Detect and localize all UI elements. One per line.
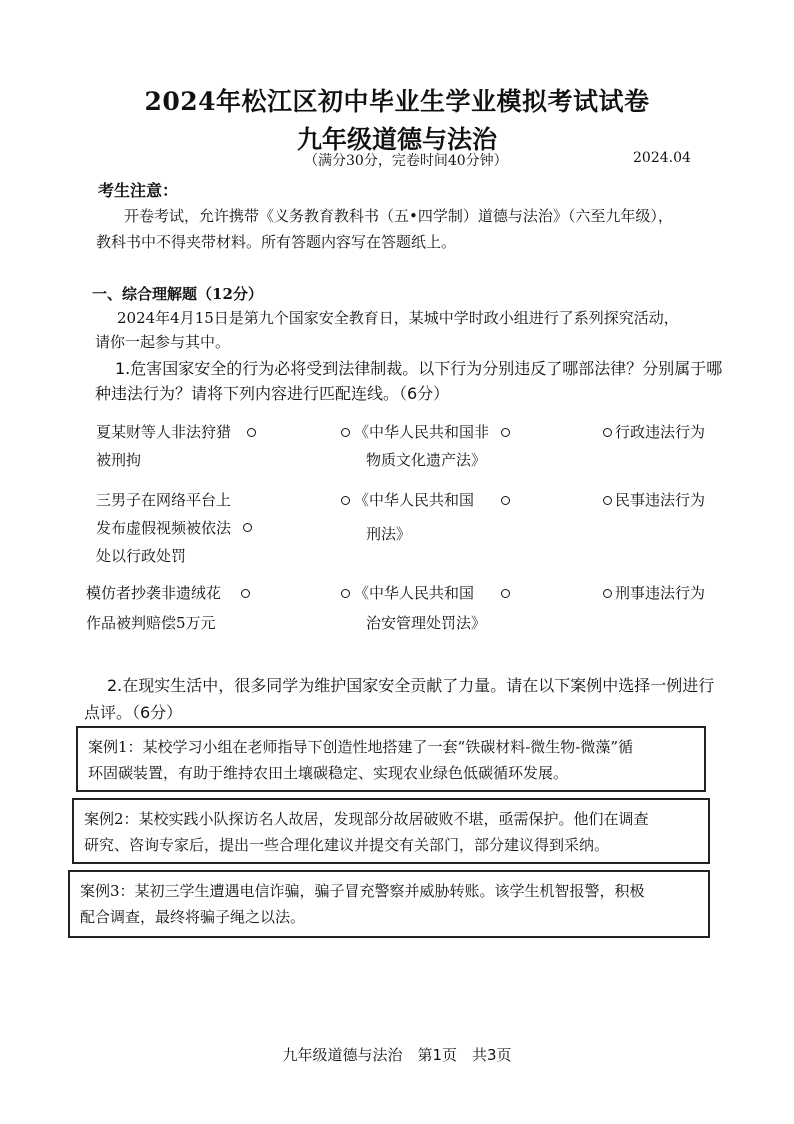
match-middle-left-dot[interactable] [341, 589, 350, 598]
match-right-item: 行政违法行为 [615, 423, 706, 441]
match-middle-left-dot[interactable] [341, 496, 350, 505]
match-middle-item: 《中华人民共和国 刑法》 [354, 491, 475, 543]
question-1-line-2: 种违法行为？请将下列内容进行匹配连线。（6分） [95, 384, 450, 403]
case-box-1: 案例1：某校学习小组在老师指导下创造性地搭建了一套“铁碳材料-微生物-微藻”循 环固碳装置，有助于维持农田土壤碳稳定、实现农业绿色低碳循环发展。 [76, 726, 706, 792]
notice-line-2: 教科书中不得夹带材料。所有答题内容写在答题纸上。 [96, 233, 457, 251]
match-middle-left-dot[interactable] [341, 428, 350, 437]
match-left-dot[interactable] [247, 428, 256, 437]
match-left-item: 夏某财等人非法狩猎 被刑拘 [96, 423, 232, 469]
question-1-line-1: 1.危害国家安全的行为必将受到法律制裁。以下行为分别违反了哪部法律？分别属于哪 [115, 359, 723, 378]
match-left-item: 模仿者抄袭非遗绒花 作品被判赔偿5万元 [86, 584, 222, 632]
exam-score-time-note: （满分30分，完卷时间40分钟） [304, 153, 508, 169]
page-footer: 九年级道德与法治 第1页 共3页 [282, 1046, 512, 1064]
section-intro-line-2: 请你一起参与其中。 [95, 333, 231, 351]
match-left-dot[interactable] [241, 589, 250, 598]
subject-title: 九年级道德与法治 [296, 125, 497, 154]
match-right-dot[interactable] [603, 496, 612, 505]
question-2-line-1: 2.在现实生活中，很多同学为维护国家安全贡献了力量。请在以下案例中选择一例进行 [107, 676, 715, 695]
question-2-line-2: 点评。（6分） [84, 703, 183, 722]
match-middle-item: 《中华人民共和国 治安管理处罚法》 [354, 584, 487, 632]
match-middle-right-dot[interactable] [501, 428, 510, 437]
match-left-dot[interactable] [243, 523, 252, 532]
exam-title: 2024年松江区初中毕业生学业模拟考试试卷 [144, 87, 650, 116]
case-box-3: 案例3：某初三学生遭遇电信诈骗，骗子冒充警察并威胁转账。该学生机智报警，积极 配合调查，最终将骗子绳之以法。 [68, 870, 710, 938]
match-middle-item: 《中华人民共和国非 物质文化遗产法》 [354, 423, 490, 469]
exam-date: 2024.04 [633, 150, 691, 166]
match-left-item: 三男子在网络平台上 发布虚假视频被依法 处以行政处罚 [96, 491, 232, 565]
match-right-dot[interactable] [603, 589, 612, 598]
notice-heading: 考生注意： [98, 181, 179, 200]
match-right-item: 民事违法行为 [615, 491, 706, 509]
notice-line-1: 开卷考试，允许携带《义务教育教科书（五•四学制）道德与法治》（六至九年级）， [124, 207, 673, 225]
case-box-2: 案例2：某校实践小队探访名人故居，发现部分故居破败不堪，亟需保护。他们在调查 研究、咨询专家后，提出一些合理化建议并提交有关部门，部分建议得到采纳。 [72, 798, 710, 864]
match-middle-right-dot[interactable] [501, 589, 510, 598]
match-right-dot[interactable] [603, 428, 612, 437]
match-middle-right-dot[interactable] [501, 496, 510, 505]
match-right-item: 刑事违法行为 [615, 584, 706, 602]
section-heading: 一、综合理解题（12分） [92, 285, 263, 303]
section-intro-line-1: 2024年4月15日是第九个国家安全教育日，某城中学时政小组进行了系列探究活动， [117, 309, 679, 327]
